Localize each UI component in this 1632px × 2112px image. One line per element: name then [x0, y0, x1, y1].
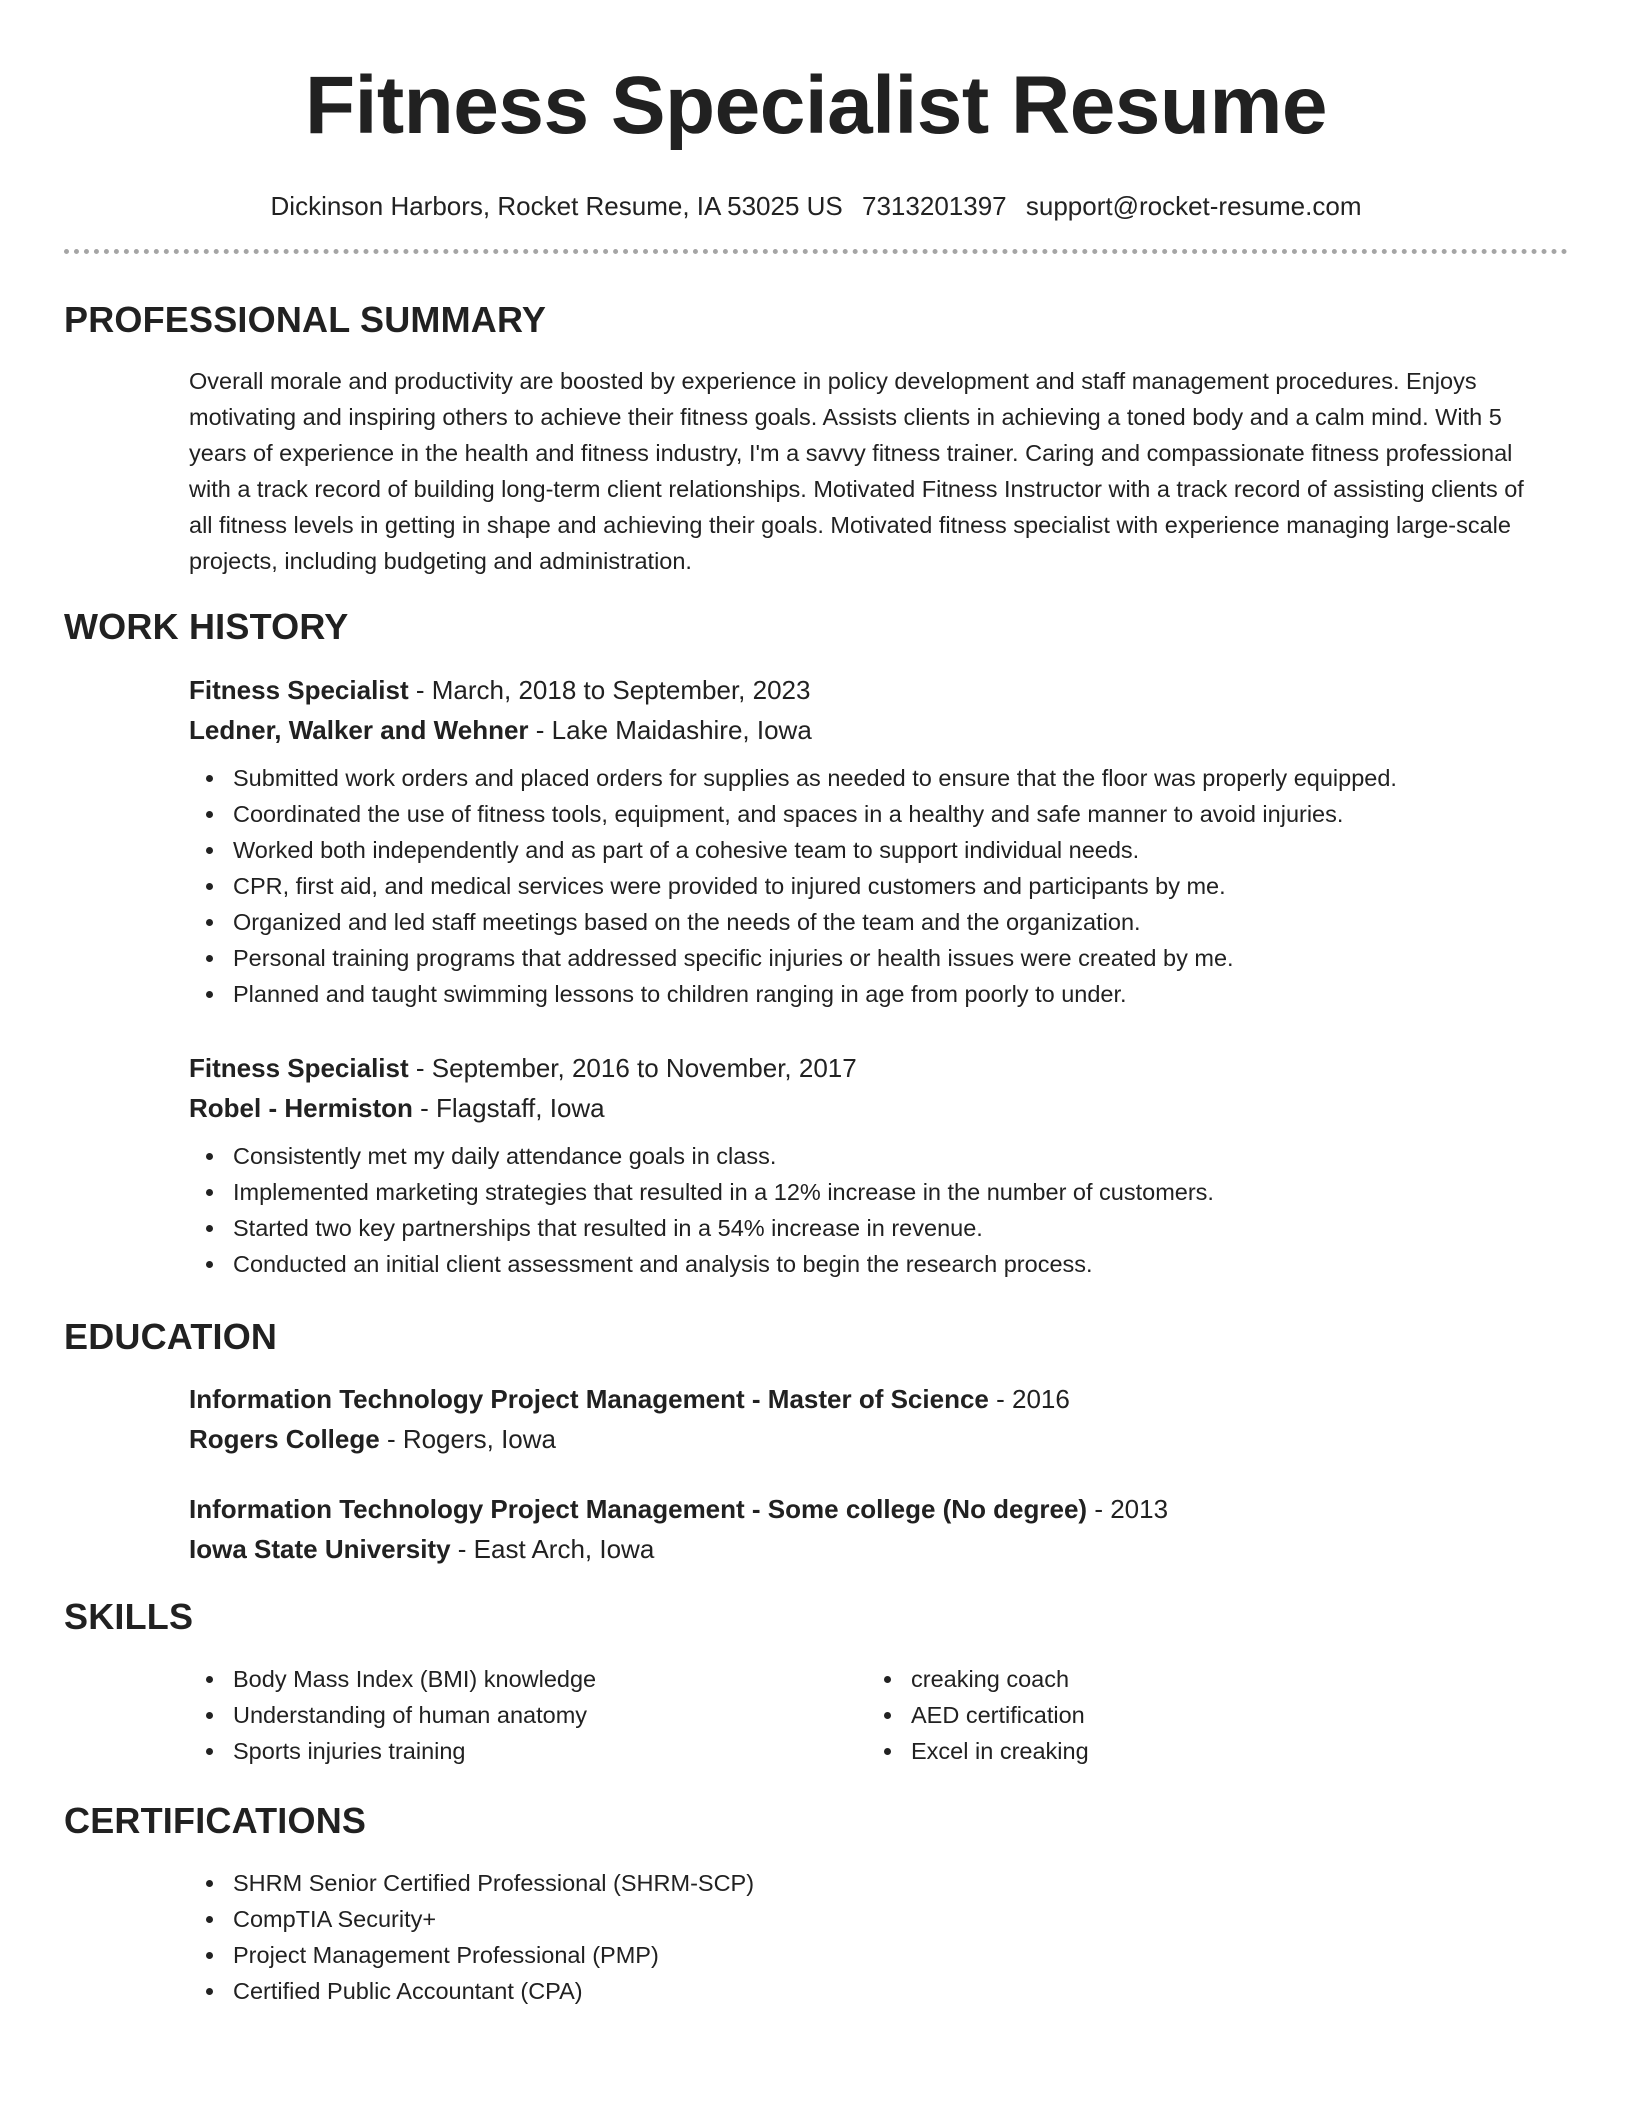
list-item: Conducted an initial client assessment and analysis to begin the research process. — [233, 1246, 1546, 1282]
summary-block — [189, 363, 1546, 579]
education-entry — [189, 1489, 1546, 1569]
resume-title: Fitness Specialist Resume — [304, 60, 1328, 151]
degree-line — [189, 1489, 1546, 1529]
job-company-line — [189, 710, 1546, 750]
job-dates: - September, 2016 to November, 2017 — [408, 1053, 857, 1083]
summary-text: Overall morale and productivity are boosted by experience in policy development and staff management procedures. Enjoys motivating and inspiring others to achieve their fitness goals. Assists clients in achieving a toned body and a calm mind. With 5 years of experience in the health and fitness industry, I'm a savvy fitness trainer. Caring and compassionate fitness professional with a track record of building long-term client relationships. Motivated Fitness Instructor with a track record of assisting clients of all fitness levels in getting in shape and achieving their goals. Motivated fitness specialist with experience managing large-scale projects, including budgeting and administration. — [189, 368, 1524, 574]
degree: Information Technology Project Management - Master of Science — [189, 1384, 989, 1414]
job-bullets — [189, 1138, 1546, 1282]
certifications-block — [189, 1855, 1546, 2009]
list-item: AED certification — [911, 1697, 1545, 1733]
job-title-line — [189, 670, 1546, 710]
list-item: Worked both independently and as part of a cohesive team to support individual needs. — [233, 832, 1546, 868]
job-title: Fitness Specialist — [189, 1053, 409, 1083]
header-divider — [64, 249, 1568, 254]
list-item: Organized and led staff meetings based on the needs of the team and the organization. — [233, 904, 1546, 940]
list-item: CPR, first aid, and medical services were provided to injured customers and participants by me. — [233, 868, 1546, 904]
job-title: Fitness Specialist — [189, 675, 409, 705]
job-location: - Lake Maidashire, Iowa — [528, 715, 812, 745]
skills-list — [189, 1661, 867, 1769]
list-item: Excel in creaking — [911, 1733, 1545, 1769]
section-title-skills: SKILLS — [64, 1596, 194, 1637]
list-item: CompTIA Security+ — [233, 1901, 1546, 1937]
job-bullets — [189, 760, 1546, 1012]
list-item: Planned and taught swimming lessons to children ranging in age from poorly to under. — [233, 976, 1546, 1012]
degree-year: - 2013 — [1087, 1494, 1169, 1524]
work-entry — [189, 1048, 1546, 1282]
school-location: - Rogers, Iowa — [379, 1424, 557, 1454]
degree: Information Technology Project Management - Some college (No degree) — [189, 1494, 1088, 1524]
school: Rogers College — [189, 1424, 380, 1454]
school: Iowa State University — [189, 1534, 451, 1564]
job-title-line — [189, 1048, 1546, 1088]
list-item: Submitted work orders and placed orders for supplies as needed to ensure that the floor was properly equipped. — [233, 760, 1546, 796]
education-entry — [189, 1379, 1546, 1459]
job-location: - Flagstaff, Iowa — [412, 1093, 605, 1123]
list-item: Understanding of human anatomy — [233, 1697, 867, 1733]
contact-address: Dickinson Harbors, Rocket Resume, IA 53025 US — [270, 191, 843, 221]
skills-column-right — [867, 1651, 1545, 1769]
skills-column-left — [189, 1651, 867, 1769]
list-item: Body Mass Index (BMI) knowledge — [233, 1661, 867, 1697]
list-item: Personal training programs that addressed specific injuries or health issues were created by me. — [233, 940, 1546, 976]
list-item: creaking coach — [911, 1661, 1545, 1697]
degree-year: - 2016 — [988, 1384, 1070, 1414]
contact-line — [0, 190, 1632, 222]
skills-list — [867, 1661, 1545, 1769]
job-company: Ledner, Walker and Wehner — [189, 715, 529, 745]
section-title-work: WORK HISTORY — [64, 606, 349, 647]
list-item: SHRM Senior Certified Professional (SHRM-SCP) — [233, 1865, 1546, 1901]
resume-header — [0, 0, 1632, 222]
list-item: Started two key partnerships that resulted in a 54% increase in revenue. — [233, 1210, 1546, 1246]
skills-grid — [189, 1651, 1546, 1769]
list-item: Coordinated the use of fitness tools, equipment, and spaces in a healthy and safe manner to avoid injuries. — [233, 796, 1546, 832]
list-item: Implemented marketing strategies that resulted in a 12% increase in the number of customers. — [233, 1174, 1546, 1210]
job-dates: - March, 2018 to September, 2023 — [408, 675, 811, 705]
section-title-summary: PROFESSIONAL SUMMARY — [64, 299, 547, 340]
job-company: Robel - Hermiston — [189, 1093, 413, 1123]
contact-phone: 7313201397 — [862, 191, 1007, 221]
list-item: Sports injuries training — [233, 1733, 867, 1769]
section-title-certifications: CERTIFICATIONS — [64, 1800, 367, 1841]
job-company-line — [189, 1088, 1546, 1128]
school-line — [189, 1419, 1546, 1459]
degree-line — [189, 1379, 1546, 1419]
list-item: Consistently met my daily attendance goals in class. — [233, 1138, 1546, 1174]
school-line — [189, 1529, 1546, 1569]
certifications-list — [189, 1865, 1546, 2009]
work-entry — [189, 670, 1546, 1012]
contact-email: support@rocket-resume.com — [1025, 191, 1362, 221]
school-location: - East Arch, Iowa — [450, 1534, 655, 1564]
list-item: Project Management Professional (PMP) — [233, 1937, 1546, 1973]
section-title-education: EDUCATION — [64, 1316, 278, 1357]
list-item: Certified Public Accountant (CPA) — [233, 1973, 1546, 2009]
skills-block — [189, 1651, 1546, 1769]
